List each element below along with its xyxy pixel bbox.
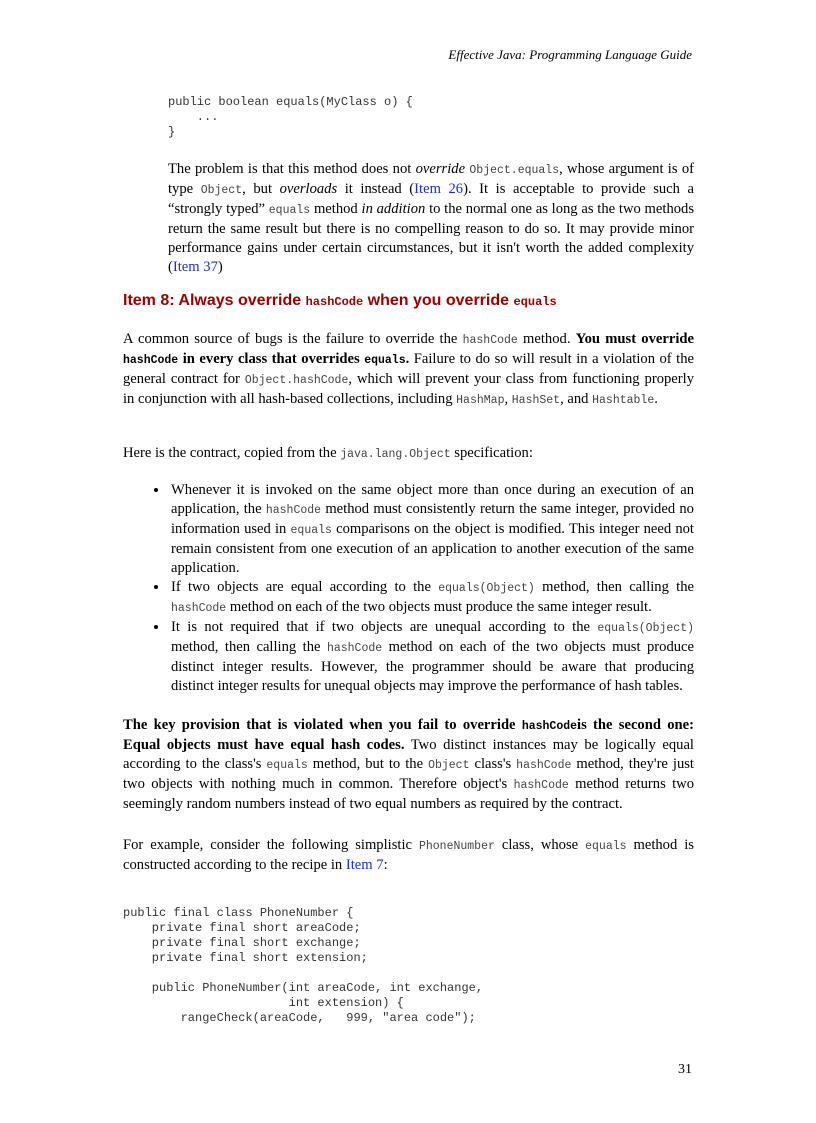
code-line: private final short exchange; [123, 936, 361, 950]
code-line: public PhoneNumber(int areaCode, int exchange, [123, 981, 484, 995]
code-line: } [168, 125, 176, 139]
running-header: Effective Java: Programming Language Guide [448, 47, 692, 62]
list-item: • Whenever it is invoked on the same object more than once during an execution of an application, the hashCode method must consistently return the same integer, provided no information used in equals comparisons on the object is modified. This integer need not remain consistent from one execution of an application to another execution of the same application. [169, 481, 694, 578]
paragraph-phonenumber-example: For example, consider the following simplistic PhoneNumber class, whose equals method is constructed according to the recipe in Item 7: [123, 837, 694, 873]
list-item: • It is not required that if two objects are unequal according to the equals(Object) method, then calling the hashCode method on each of the two objects must produce distinct integer results. However, the programmer should be aware that producing distinct integer results for unequal objects may improve the performance of hash tables. [169, 618, 694, 696]
code-line: private final short areaCode; [123, 921, 361, 935]
link-item-37[interactable]: Item 37 [172, 259, 218, 275]
paragraph-contract-intro: Here is the contract, copied from the java.lang.Object specification: [123, 445, 533, 461]
code-line: int extension) { [123, 996, 404, 1010]
code-line: rangeCheck(areaCode, 999, "area code"); [123, 1011, 476, 1025]
code-line: public boolean equals(MyClass o) { [168, 95, 413, 109]
code-line: private final short extension; [123, 951, 368, 965]
list-item: • If two objects are equal according to the equals(Object) method, then calling the hashCode method on each of the two objects must produce the same integer result. [169, 578, 694, 618]
contract-bullet-list [123, 481, 694, 696]
paragraph-key-provision: The key provision that is violated when you fail to override hashCodeis the second one: Equal objects must have equal hash codes. Two distinct instances may be logically equal according to the class's equals method, but to the Object class's hashCode method, they're just two objects with nothing much in common. Therefore object's hashCode method returns two seemingly random numbers instead of two equal numbers as required by the contract. [123, 717, 694, 812]
section-heading-item-8: Item 8: Always override hashCode when you override equals [123, 292, 557, 309]
code-line: public final class PhoneNumber { [123, 906, 354, 920]
code-block-equals-overload [168, 95, 694, 140]
paragraph-common-bugs: A common source of bugs is the failure to override the hashCode method. You must override hashCode in every class that overrides equals. Failure to do so will result in a violation of the general contract for Object.hashCode, which will prevent your class from functioning properly in conjunction with all hash-based collections, including HashMap, HashSet, and Hashtable. [123, 331, 695, 407]
code-block-phonenumber [123, 906, 483, 1026]
link-item-7[interactable]: Item 7 [345, 857, 384, 873]
page-number: 31 [678, 1062, 692, 1077]
code-line: ... [168, 110, 219, 124]
paragraph-overload-problem: The problem is that this method does not override Object.equals, whose argument is of type Object, but overloads it instead (Item 26). It is acceptable to provide such a “strongly typed” equals method in addition to the normal one as long as the two methods return the same result but there is no compelling reason to do so. It may provide minor performance gains under certain circumstances, but it isn't worth the added complexity (Item 37) [168, 161, 695, 275]
link-item-26[interactable]: Item 26 [414, 181, 464, 197]
